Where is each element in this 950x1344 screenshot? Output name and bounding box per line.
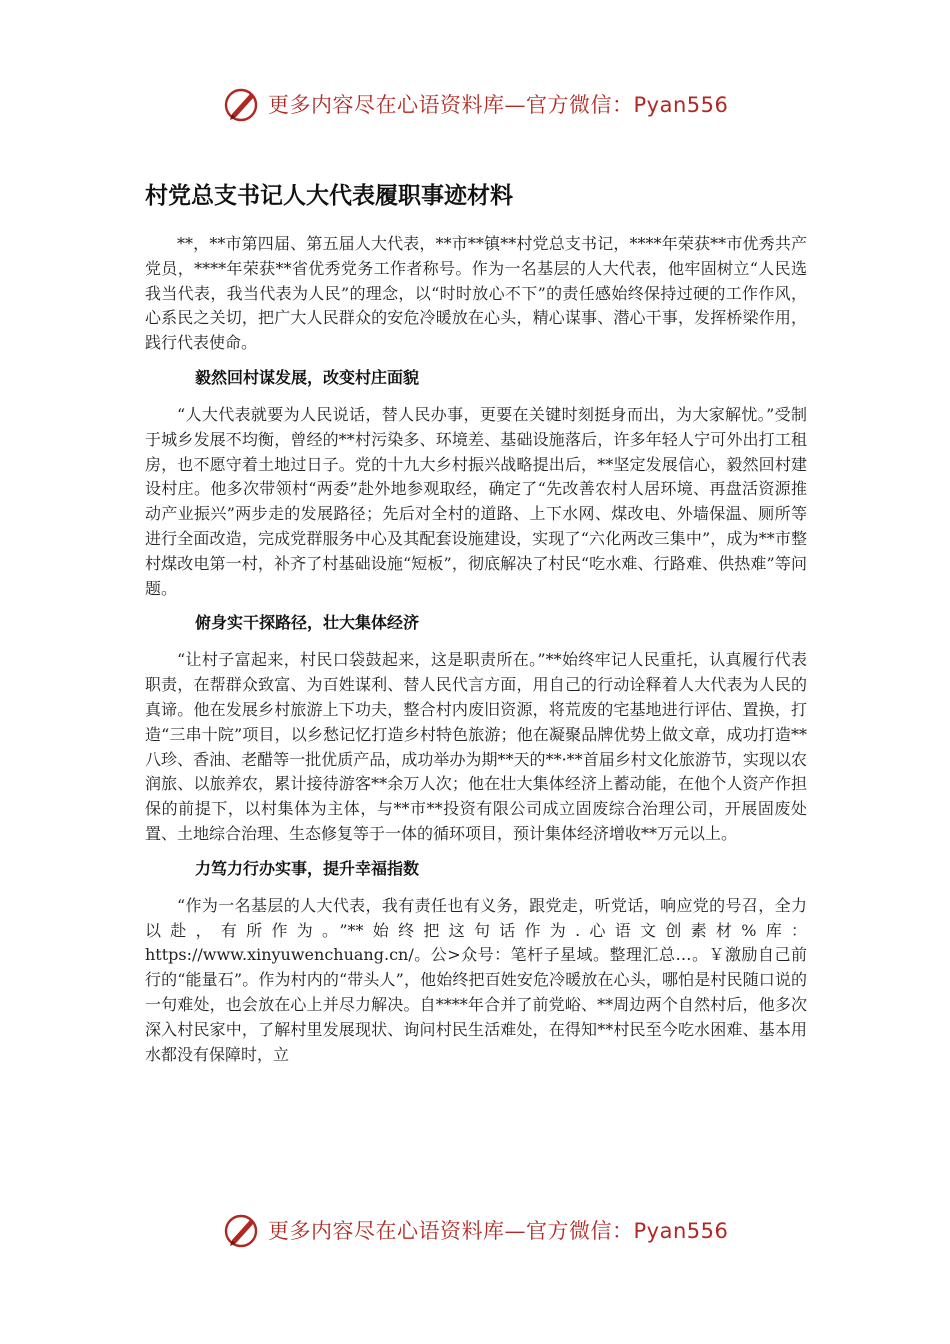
document-body (145, 232, 807, 1067)
header-banner (222, 84, 728, 124)
pen-logo-icon (222, 1210, 262, 1250)
section-paragraph: “让村子富起来，村民口袋鼓起来，这是职责所在。”**始终牢记人民重托，认真履行代表职责，在帮群众致富、为百姓谋利、替人民代言方面，用自己的行动诠释着人大代表为人民的真谛。他在发展乡村旅游上下功夫，整合村内废旧资源，将荒废的宅基地进行评估、置换，打造“三串十院”项目，以乡愁记忆打造乡村特色旅游；他在凝聚品牌优势上做文章，成功打造**八珍、香油、老醋等一批优质产品，成功举办为期**天的**·**首届乡村文化旅游节，实现以农润旅、以旅养农，累计接待游客**余万人次；他在壮大集体经济上蓄动能，在他个人资产作担保的前提下，以村集体为主体，与**市**投资有限公司成立固废综合治理公司，开展固废处置、土地综合治理、生态修复等于一体的循环项目，预计集体经济增收**万元以上。 (145, 650, 807, 843)
pen-logo-icon (222, 84, 262, 124)
banner-text: 更多内容尽在心语资料库—官方微信：Pyan556 (268, 93, 729, 117)
intro-paragraph: **，**市第四届、第五届人大代表，**市**镇**村党总支书记，****年荣获**市优秀共产党员，****年荣获**省优秀党务工作者称号。作为一名基层的人大代表，他牢固树立“人民选我当代表，我当代表为人民”的理念，以“时时放心不下”的责任感始终保持过硬的工作作风，心系民之关切，把广大人民群众的安危冷暖放在心头，精心谋事、潜心干事，发挥桥梁作用，践行代表使命。 (145, 234, 807, 353)
section-heading: 毅然回村谋发展，改变村庄面貌 (195, 367, 420, 387)
footer-banner (222, 1210, 728, 1250)
banner-text: 更多内容尽在心语资料库—官方微信：Pyan556 (268, 1219, 729, 1243)
section-paragraph: “作为一名基层的人大代表，我有责任也有义务，跟党走，听党话，响应党的号召，全力以赴，有所作为。”**始终把这句话作为.心语文创素材%库：https://www.xinyuwenchuang.cn/。公>众号：笔杆子星域。整理汇总…。￥激励自己前行的“能量石”。作为村内的“带头人”，他始终把百姓安危冷暖放在心头，哪怕是村民随口说的一句难处，也会放在心上并尽力解决。自****年合并了前党峪、**周边两个自然村后，他多次深入村民家中，了解村里发展现状、询问村民生活难处，在得知**村民至今吃水困难、基本用水都没有保障时，立 (145, 895, 807, 1064)
section-heading: 俯身实干探路径，壮大集体经济 (195, 613, 420, 633)
section-heading: 力笃力行办实事，提升幸福指数 (195, 858, 420, 878)
page-title: 村党总支书记人大代表履职事迹材料 (145, 183, 513, 209)
section-paragraph: “人大代表就要为人民说话，替人民办事，更要在关键时刻挺身而出，为大家解忧。”受制于城乡发展不均衡，曾经的**村污染多、环境差、基础设施落后，许多年轻人宁可外出打工租房，也不愿守着土地过日子。党的十九大乡村振兴战略提出后，**坚定发展信心，毅然回村建设村庄。他多次带领村“两委”赴外地参观取经，确定了“先改善农村人居环境、再盘活资源推动产业振兴”两步走的发展路径；先后对全村的道路、上下水网、煤改电、外墙保温、厕所等进行全面改造，完成党群服务中心及其配套设施建设，实现了“六化两改三集中”，成为**市整村煤改电第一村，补齐了村基础设施“短板”，彻底解决了村民“吃水难、行路难、供热难”等问题。 (145, 404, 807, 598)
